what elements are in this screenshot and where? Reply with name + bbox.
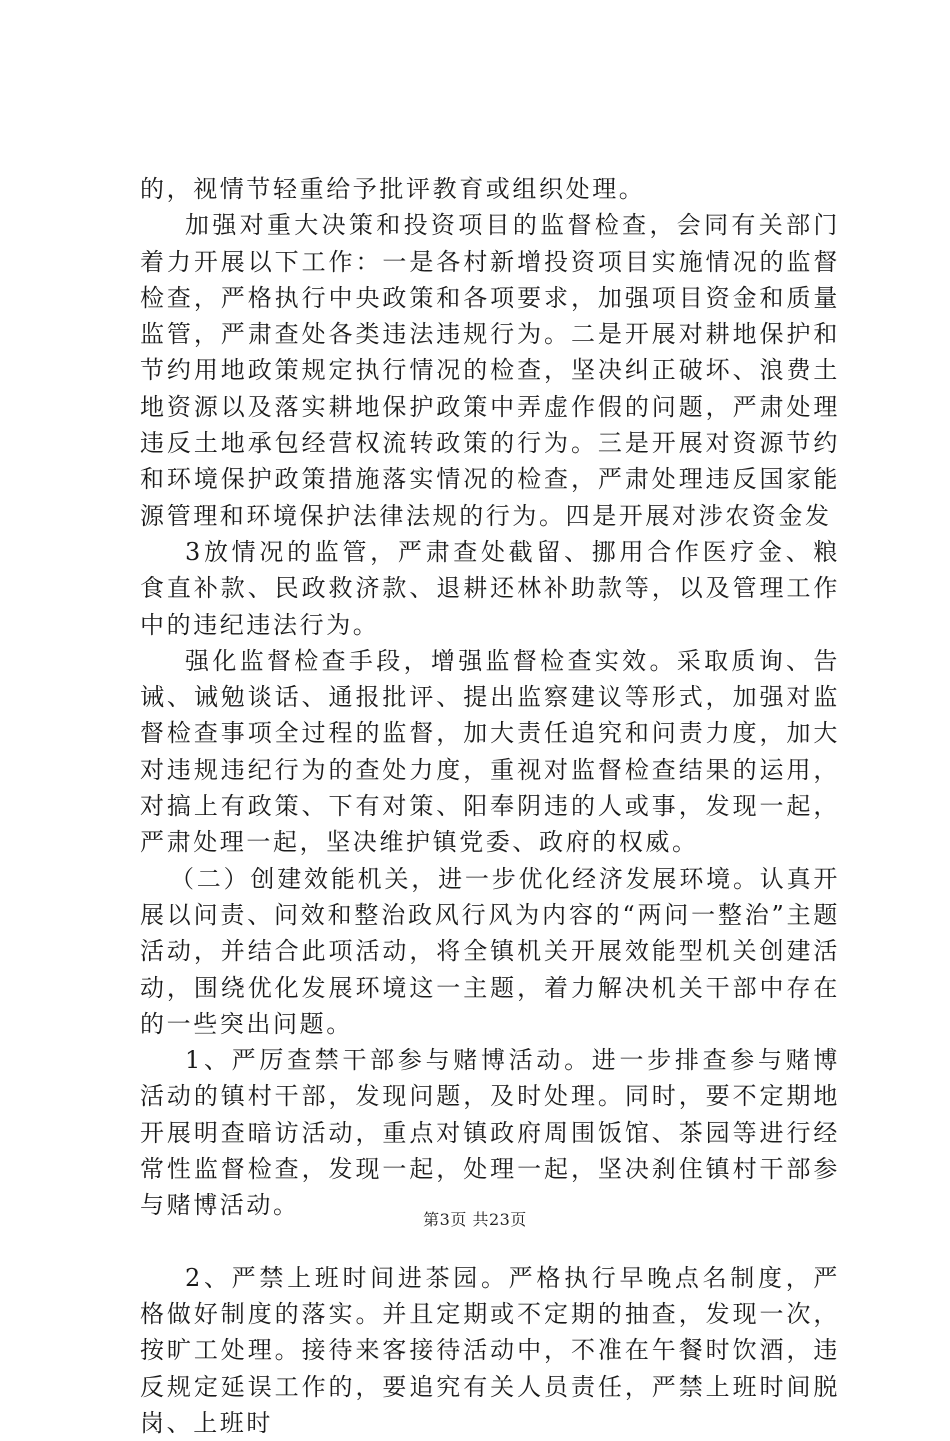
paragraph-continuation: 的，视情节轻重给予批评教育或组织处理。 bbox=[140, 175, 646, 203]
paragraph-strengthen-supervision: 强化监督检查手段，增强监督检查实效。采取质询、告诫、诫勉谈话、通报批评、提出监察建议等形式，加强对监督检查事项全过程的监督，加大责任追究和问责力度，加大对违规违纪行为的查处力度，重视对监督检查结果的运用，对搞上有政策、下有对策、阳奉阴违的人或事，发现一起，严肃处理一起，坚决维护镇党委、政府的权威。 bbox=[140, 646, 840, 857]
paragraph-item-two: 2、严禁上班时间进茶园。严格执行早晚点名制度，严格做好制度的落实。并且定期或不定期的抽查，发现一次，按旷工处理。接待来客接待活动中，不准在午餐时饮酒，违反规定延误工作的，要追究有关人员责任，严禁上班时间脱岗、上班时 bbox=[140, 1263, 840, 1437]
page-number-footer: 第3页 共23页 bbox=[423, 1210, 527, 1229]
paragraph-funds-supervision: 3放情况的监管，严肃查处截留、挪用合作医疗金、粮食直补款、民政救济款、退耕还林补助款等，以及管理工作中的违纪违法行为。 bbox=[140, 537, 840, 639]
paragraph-section-two: （二）创建效能机关，进一步优化经济发展环境。认真开展以问责、问效和整治政风行风为内容的“两问一整治”主题活动，并结合此项活动，将全镇机关开展效能型机关创建活动，围绕优化发展环境这一主题，着力解决机关干部中存在的一些突出问题。 bbox=[140, 864, 840, 1038]
document-body bbox=[140, 171, 840, 1441]
paragraph-item-one: 1、严厉查禁干部参与赌博活动。进一步排查参与赌博活动的镇村干部，发现问题，及时处理。同时，要不定期地开展明查暗访活动，重点对镇政府周围饭馆、茶园等进行经常性监督检查，发现一起，处理一起，坚决刹住镇村干部参与赌博活动。 bbox=[140, 1046, 840, 1220]
paragraph-major-decisions: 加强对重大决策和投资项目的监督检查，会同有关部门着力开展以下工作：一是各村新增投资项目实施情况的监督检查，严格执行中央政策和各项要求，加强项目资金和质量监管，严肃查处各类违法违规行为。二是开展对耕地保护和节约用地政策规定执行情况的检查，坚决纠正破坏、浪费土地资源以及落实耕地保护政策中弄虚作假的问题，严肃处理违反土地承包经营权流转政策的行为。三是开展对资源节约和环境保护政策措施落实情况的检查，严肃处理违反国家能源管理和环境保护法律法规的行为。四是开展对涉农资金发 bbox=[140, 211, 840, 530]
